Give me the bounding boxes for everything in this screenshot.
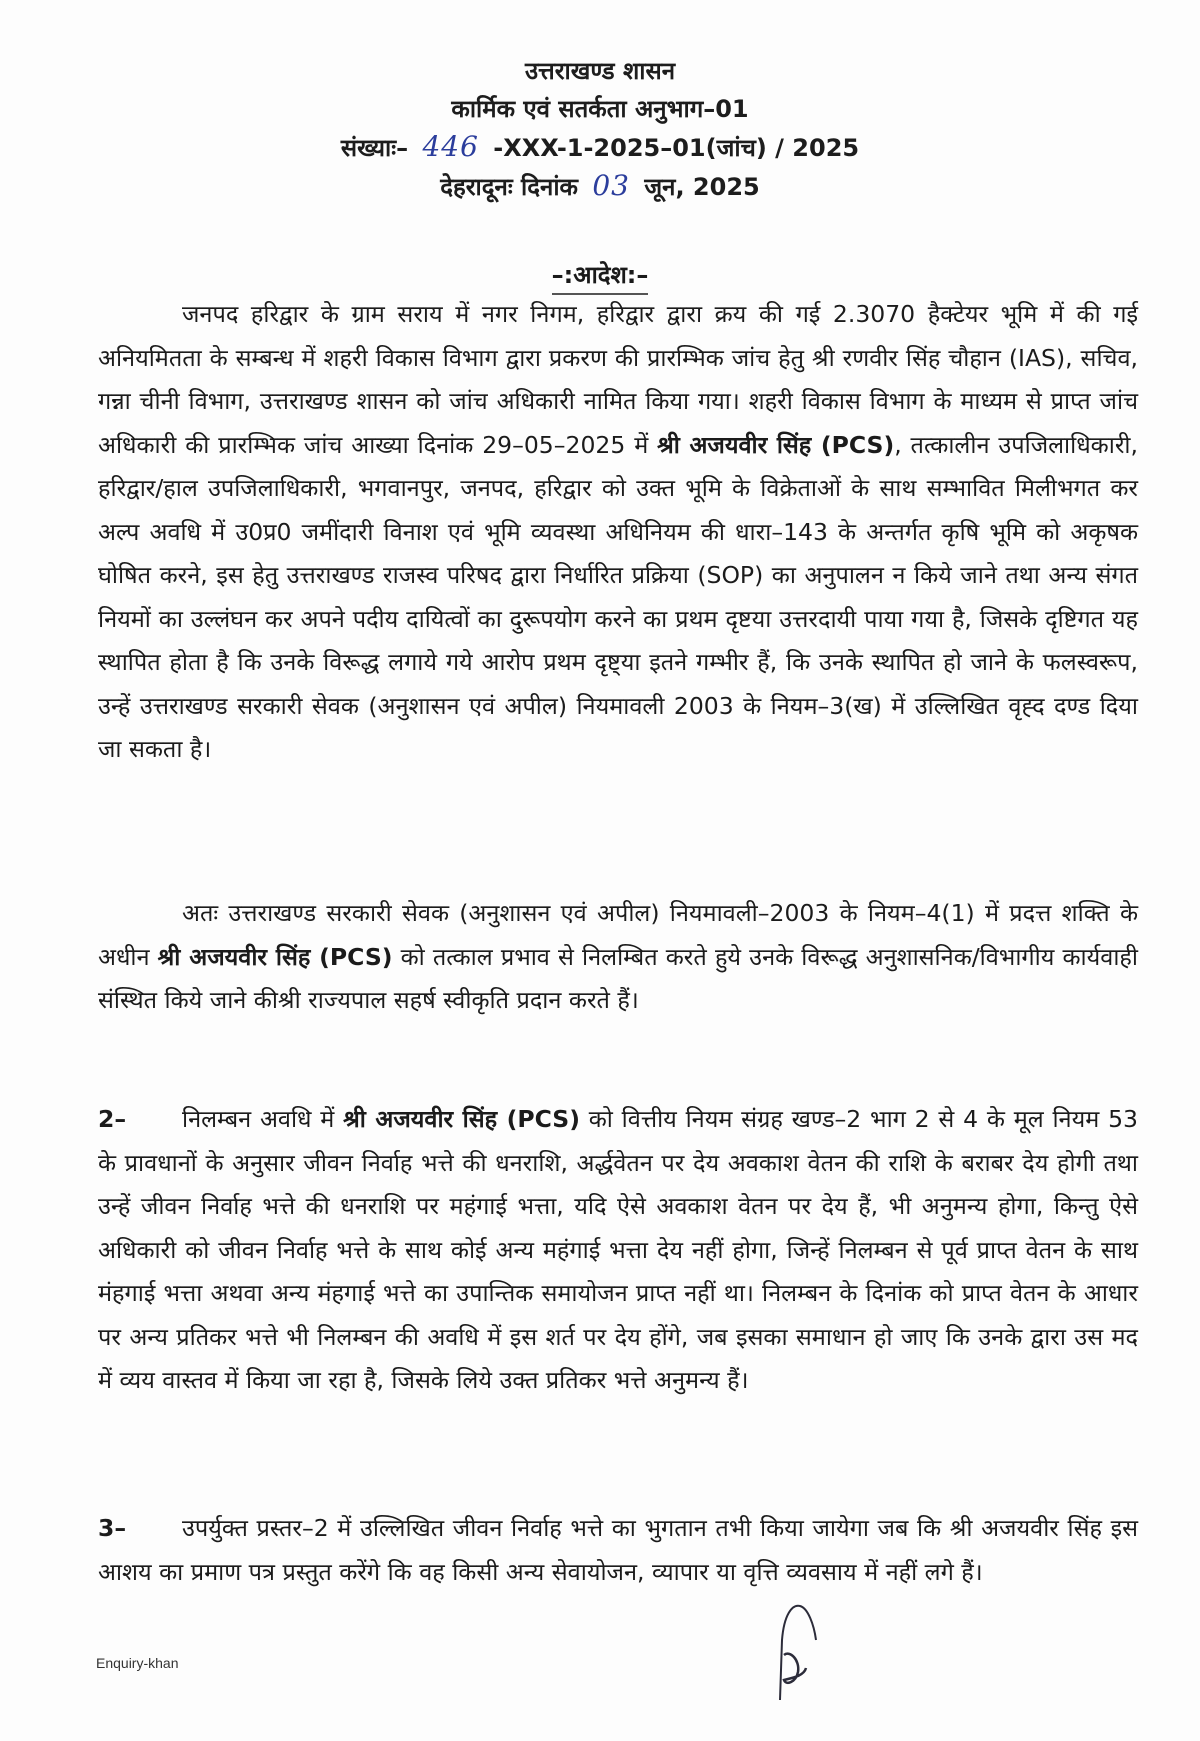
order-number-handwritten: 446 bbox=[422, 130, 479, 163]
order-number bbox=[0, 128, 1200, 167]
paragraph-3 bbox=[98, 1098, 1138, 1403]
paragraph-1 bbox=[98, 293, 1138, 772]
order-title bbox=[0, 258, 1200, 295]
signature-stroke bbox=[784, 1654, 806, 1683]
signature-icon bbox=[770, 1600, 830, 1710]
paragraph-1-text-a: जनपद हरिद्वार के ग्राम सराय में नगर निगम, हरिद्वार द्वारा क्रय की गई 2.3070 हैक्टेयर भूमि में की गई अनियमितता के सम्बन्ध में शहरी विकास विभाग द्वारा प्रकरण की प्रारम्भिक जांच हेतु श्री रणवीर सिंह चौहान (IAS), सचिव, गन्ना चीनी विभाग, उत्तराखण्ड शासन को जांच अधिकारी नामित किया गया। शहरी विकास विभाग के माध्यम से प्राप्त जांच अधिकारी की प्रारम्भिक जांच आख्या दिनांक 29–05–2025 में bbox=[98, 300, 1138, 459]
paragraph-number: 3– bbox=[98, 1514, 127, 1542]
officer-name: श्री अजयवीर सिंह (PCS) bbox=[657, 430, 895, 459]
reference-note: Enquiry-khan bbox=[96, 1655, 179, 1671]
order-number-prefix: संख्याः– bbox=[340, 134, 409, 162]
order-title-text: –:आदेश:– bbox=[552, 258, 649, 295]
officer-name: श्री अजयवीर सिंह (PCS) bbox=[157, 942, 393, 971]
paragraph-4-text: उपर्युक्त प्रस्तर–2 में उल्लिखित जीवन निर्वाह भत्ते का भुगतान तभी किया जायेगा जब कि श्री अजयवीर सिंह इस आशय का प्रमाण पत्र प्रस्तुत करेंगे कि वह किसी अन्य सेवायोजन, व्यापार या वृत्ति व्यवसाय में नहीं लगे हैं। bbox=[98, 1514, 1138, 1586]
paragraph-number: 2– bbox=[98, 1105, 127, 1133]
paragraph-3-text-b: को वित्तीय नियम संग्रह खण्ड–2 भाग 2 से 4 के मूल नियम 53 के प्रावधानों के अनुसार जीवन निर्वाह भत्ते की धनराशि, अर्द्धवेतन पर देय अवकाश वेतन की राशि के बराबर देय होगी तथा उन्हें जीवन निर्वाह भत्ते की धनराशि पर महंगाई भत्ता, यदि ऐसे अवकाश वेतन पर देय हैं, भी अनुमन्य होगा, किन्तु ऐसे अधिकारी को जीवन निर्वाह भत्ते के साथ कोई अन्य महंगाई भत्ता देय नहीं होगा, जिन्हें निलम्बन से पूर्व प्राप्त वेतन के साथ मंहगाई भत्ता अथवा अन्य मंहगाई भत्ते का उपान्तिक समायोजन प्राप्त नहीं था। निलम्बन के दिनांक को प्राप्त वेतन के आधार पर अन्य प्रतिकर भत्ते भी निलम्बन की अवधि में इस शर्त पर देय होंगे, जब इसका समाधान हो जाए कि उनके द्वारा उस मद में व्यय वास्तव में किया जा रहा है, जिसके लिये उक्त प्रतिकर भत्ते अनुमन्य हैं। bbox=[98, 1105, 1138, 1394]
paragraph-4 bbox=[98, 1507, 1138, 1594]
place-date bbox=[0, 167, 1200, 206]
paragraph-3-text-a: निलम्बन अवधि में bbox=[182, 1105, 344, 1133]
date-suffix: जून, 2025 bbox=[644, 173, 760, 201]
paragraph-2 bbox=[98, 892, 1138, 1023]
paragraph-2-text-b: को तत्काल प्रभाव से निलम्बित करते हुये उनके विरूद्ध अनुशासनिक/विभागीय कार्यवाही संस्थित किये जाने कीश्री राज्यपाल सहर्ष स्वीकृति प्रदान करते हैं। bbox=[98, 942, 1138, 1014]
document-header bbox=[0, 52, 1200, 206]
department-name: कार्मिक एवं सतर्कता अनुभाग–01 bbox=[451, 95, 749, 123]
order-number-suffix: -XXX-1-2025–01(जांच) / 2025 bbox=[493, 134, 860, 162]
officer-name: श्री अजयवीर सिंह (PCS) bbox=[343, 1105, 580, 1133]
paragraph-2-text-a: अतः उत्तराखण्ड सरकारी सेवक (अनुशासन एवं अपील) नियमावली–2003 के नियम–4(1) में प्रदत्त शक्ति के अधीन bbox=[98, 899, 1138, 971]
place-date-prefix: देहरादूनः दिनांक bbox=[440, 173, 578, 201]
date-handwritten: 03 bbox=[592, 169, 630, 202]
paragraph-1-text-b: , तत्कालीन उपजिलाधिकारी, हरिद्वार/हाल उपजिलाधिकारी, भगवानपुर, जनपद, हरिद्वार को उक्त भूमि के विक्रेताओं के साथ सम्भावित मिलीभगत कर अल्प अवधि में उ0प्र0 जमींदारी विनाश एवं भूमि व्यवस्था अधिनियम की धारा–143 के अन्तर्गत कृषि भूमि को अकृषक घोषित करने, इस हेतु उत्तराखण्ड राजस्व परिषद द्वारा निर्धारित प्रक्रिया (SOP) का अनुपालन न किये जाने तथा अन्य संगत नियमों का उल्लंघन कर अपने पदीय दायित्वों का दुरूपयोग करने का प्रथम दृष्टया उत्तरदायी पाया गया है, जिसके दृष्टिगत यह स्थापित होता है कि उनके विरूद्ध लगाये गये आरोप प्रथम दृष्ट्या इतने गम्भीर हैं, कि उनके स्थापित हो जाने के फलस्वरूप, उन्हें उत्तराखण्ड सरकारी सेवक (अनुशासन एवं अपील) नियमावली 2003 के नियम–3(ख) में उल्लिखित वृह्द दण्ड दिया जा सकता है। bbox=[98, 430, 1138, 763]
government-name: उत्तराखण्ड शासन bbox=[524, 57, 676, 85]
